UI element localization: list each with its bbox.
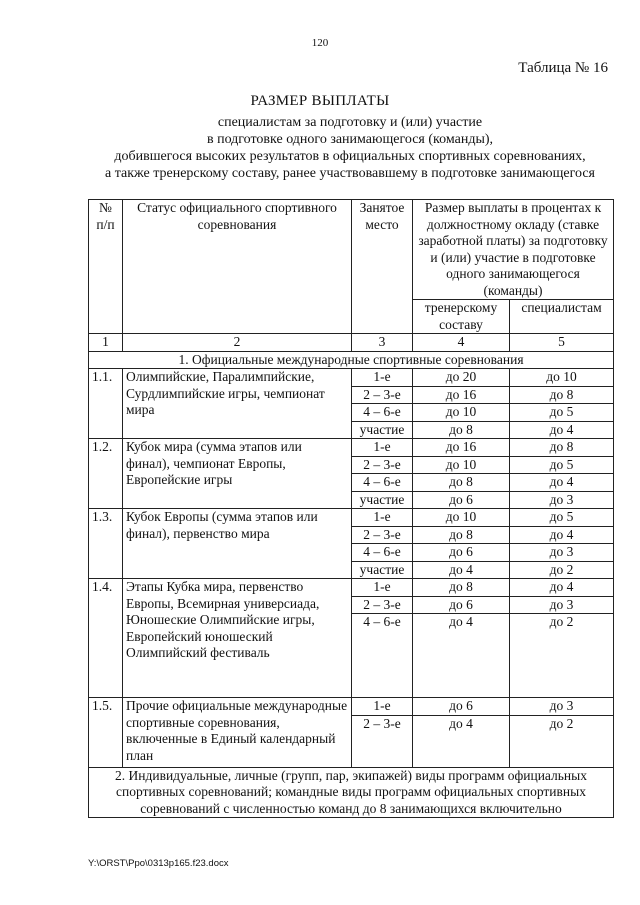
row-number: 1.2. [89, 439, 123, 509]
coaches-cell: до 4 [413, 715, 510, 767]
specialists-cell: до 3 [510, 491, 614, 509]
section-row [89, 351, 614, 369]
table-row [89, 579, 614, 597]
table-row [89, 698, 614, 716]
column-number: 4 [413, 334, 510, 352]
document-title: РАЗМЕР ВЫПЛАТЫ [250, 93, 390, 109]
coaches-cell: до 10 [413, 509, 510, 527]
header-status: Статус официального спортивного соревнования [123, 200, 352, 334]
table-row [89, 439, 614, 457]
place-cell: 1-е [352, 369, 413, 387]
table-row [89, 369, 614, 387]
column-numbers-row [89, 334, 614, 352]
coaches-cell: до 6 [413, 698, 510, 716]
coaches-cell: до 4 [413, 614, 510, 698]
coaches-cell: до 10 [413, 456, 510, 474]
section-row [89, 767, 614, 818]
specialists-cell: до 10 [510, 369, 614, 387]
header-num: № п/п [89, 200, 123, 334]
coaches-cell: до 8 [413, 526, 510, 544]
specialists-cell: до 3 [510, 698, 614, 716]
coaches-cell: до 20 [413, 369, 510, 387]
document-subtitle [70, 114, 630, 182]
subtitle-line: в подготовке одного занимающегося (команды), [206, 132, 494, 147]
place-cell: 1-е [352, 698, 413, 716]
payment-table [88, 199, 614, 818]
specialists-cell: до 2 [510, 561, 614, 579]
column-number: 1 [89, 334, 123, 352]
row-number: 1.3. [89, 509, 123, 579]
table-label: Таблица № 16 [518, 60, 608, 76]
subtitle-line: добившегося высоких результатов в официальных спортивных соревнованиях, [114, 149, 586, 164]
specialists-cell: до 4 [510, 421, 614, 439]
place-cell: 1-е [352, 509, 413, 527]
header-coaches: тренерскому составу [413, 300, 510, 334]
specialists-cell: до 3 [510, 596, 614, 614]
header-payment: Размер выплаты в процентах к должностному окладу (ставке заработной платы) за подготовку и (или) участие в подготовке одного занимающегося (команды) [413, 200, 614, 300]
coaches-cell: до 16 [413, 386, 510, 404]
page-number: 120 [311, 37, 329, 49]
row-number: 1.1. [89, 369, 123, 439]
specialists-cell: до 8 [510, 386, 614, 404]
place-cell: участие [352, 561, 413, 579]
header-specialists: специалистам [510, 300, 614, 334]
coaches-cell: до 8 [413, 474, 510, 492]
place-cell: 1-е [352, 579, 413, 597]
place-cell: 2 – 3-е [352, 386, 413, 404]
column-number: 3 [352, 334, 413, 352]
competition-status: Этапы Кубка мира, первенство Европы, Всемирная универсиада, Юношеские Олимпийские игры, Европейский юношеский Олимпийский фестиваль [123, 579, 352, 698]
coaches-cell: до 6 [413, 596, 510, 614]
file-path: Y:\ORST\Ppo\0313p165.f23.docx [88, 858, 229, 869]
specialists-cell: до 4 [510, 474, 614, 492]
place-cell: 4 – 6-е [352, 544, 413, 562]
specialists-cell: до 2 [510, 715, 614, 767]
place-cell: 1-е [352, 439, 413, 457]
competition-status: Кубок Европы (сумма этапов или финал), первенство мира [123, 509, 352, 579]
place-cell: 2 – 3-е [352, 596, 413, 614]
specialists-cell: до 2 [510, 614, 614, 698]
header-row [89, 200, 614, 300]
coaches-cell: до 8 [413, 579, 510, 597]
place-cell: 4 – 6-е [352, 474, 413, 492]
specialists-cell: до 8 [510, 439, 614, 457]
coaches-cell: до 10 [413, 404, 510, 422]
specialists-cell: до 5 [510, 404, 614, 422]
specialists-cell: до 5 [510, 456, 614, 474]
section-heading-2: 2. Индивидуальные, личные (групп, пар, экипажей) виды программ официальных спортивных соревнований; командные виды программ официальных спортивных соревнований с численностью команд до 8 занимающихся включительно [89, 767, 614, 818]
place-cell: участие [352, 421, 413, 439]
row-number: 1.4. [89, 579, 123, 698]
coaches-cell: до 6 [413, 491, 510, 509]
place-cell: 2 – 3-е [352, 456, 413, 474]
header-place: Занятое место [352, 200, 413, 334]
place-cell: 2 – 3-е [352, 526, 413, 544]
coaches-cell: до 16 [413, 439, 510, 457]
coaches-cell: до 6 [413, 544, 510, 562]
place-cell: участие [352, 491, 413, 509]
specialists-cell: до 4 [510, 526, 614, 544]
specialists-cell: до 5 [510, 509, 614, 527]
competition-status: Кубок мира (сумма этапов или финал), чемпионат Европы, Европейские игры [123, 439, 352, 509]
place-cell: 2 – 3-е [352, 715, 413, 767]
column-number: 2 [123, 334, 352, 352]
section-heading-1: 1. Официальные международные спортивные соревнования [89, 351, 614, 369]
competition-status: Олимпийские, Паралимпийские, Сурдлимпийские игры, чемпионат мира [123, 369, 352, 439]
subtitle-line: а также тренерскому составу, ранее участвовавшему в подготовке занимающегося [105, 166, 595, 181]
specialists-cell: до 3 [510, 544, 614, 562]
specialists-cell: до 4 [510, 579, 614, 597]
place-cell: 4 – 6-е [352, 404, 413, 422]
coaches-cell: до 8 [413, 421, 510, 439]
competition-status: Прочие официальные международные спортивные соревнования, включенные в Единый календарный план [123, 698, 352, 768]
column-number: 5 [510, 334, 614, 352]
subtitle-line: специалистам за подготовку и (или) участие [217, 115, 483, 130]
table-row [89, 509, 614, 527]
place-cell: 4 – 6-е [352, 614, 413, 698]
coaches-cell: до 4 [413, 561, 510, 579]
row-number: 1.5. [89, 698, 123, 768]
